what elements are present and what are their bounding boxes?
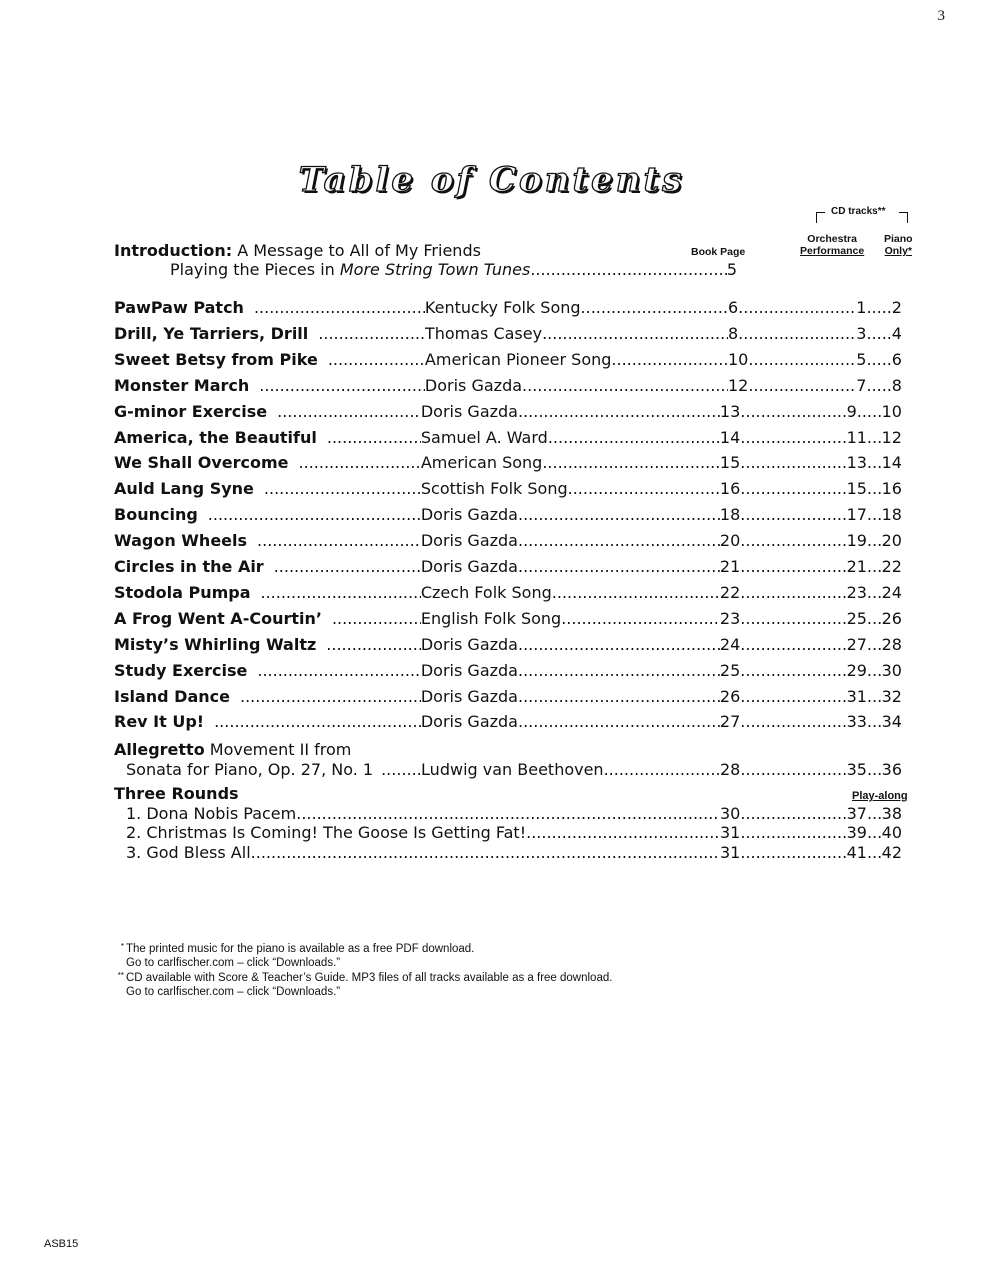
entry-piano-track: 30 <box>881 660 902 680</box>
entry-page: 15 <box>719 453 741 473</box>
round-title: 3. God Bless All <box>126 842 251 862</box>
entry-composer: Doris Gazda <box>420 531 518 551</box>
entry-orchestra-track: 11 <box>846 427 867 447</box>
entry-composer: Doris Gazda <box>420 712 518 732</box>
toc-entry <box>114 428 902 450</box>
toc-entry <box>114 635 902 657</box>
entry-orchestra-track: 5 <box>856 349 867 369</box>
entry-page: 22 <box>719 582 741 602</box>
bracket-left <box>816 212 825 223</box>
entry-composer: American Pioneer Song <box>424 349 612 369</box>
round-entry <box>126 804 902 824</box>
toc-entry <box>114 687 902 709</box>
allegretto-piano: 36 <box>881 760 903 779</box>
intro-text: A Message to All of My Friends <box>232 241 481 260</box>
entry-page: 27 <box>719 712 741 732</box>
entry-composer: Doris Gazda <box>420 634 518 654</box>
round-title: 2. Christmas Is Coming! The Goose Is Getting Fat! <box>126 823 527 843</box>
cd-tracks-label: CD tracks** <box>831 206 886 217</box>
entry-title: Circles in the Air <box>114 557 264 576</box>
entry-title: PawPaw Patch <box>114 298 244 317</box>
entry-piano-track: 4 <box>891 323 902 343</box>
entry-composer: Samuel A. Ward <box>420 427 548 447</box>
entry-page: 14 <box>719 427 741 447</box>
entry-title: Drill, Ye Tarriers, Drill <box>114 323 309 343</box>
book-title: More String Town Tunes <box>339 260 531 279</box>
play-along-label: Play-along <box>852 790 908 802</box>
entry-piano-track: 26 <box>881 608 902 628</box>
entry-composer: Kentucky Folk Song <box>424 298 581 317</box>
toc-entry <box>114 479 902 501</box>
round-orchestra-track: 41 <box>846 842 867 862</box>
entry-page: 6 <box>727 298 739 317</box>
round-entry <box>126 823 902 843</box>
entry-page: 13 <box>719 401 741 421</box>
entry-piano-track: 24 <box>881 582 902 602</box>
allegretto-row <box>126 760 902 782</box>
entry-piano-track: 18 <box>881 505 902 525</box>
entry-orchestra-track: 23 <box>846 582 867 602</box>
three-rounds-heading: Three Rounds <box>114 784 239 803</box>
entry-piano-track: 28 <box>881 634 902 654</box>
entry-piano-track: 22 <box>881 557 902 576</box>
entry-page: 18 <box>719 505 741 525</box>
entry-piano-track: 12 <box>881 427 902 447</box>
entry-composer: Thomas Casey <box>424 323 543 343</box>
entry-composer: Doris Gazda <box>420 401 518 421</box>
entry-orchestra-track: 29 <box>846 660 867 680</box>
entry-title: America, the Beautiful <box>114 427 317 447</box>
cd-tracks-header <box>814 206 910 222</box>
entry-orchestra-track: 3 <box>856 323 867 343</box>
entry-composer: Doris Gazda <box>420 686 518 706</box>
toc-entry <box>114 661 902 683</box>
entry-page: 8 <box>727 323 739 343</box>
entry-page: 25 <box>719 660 741 680</box>
round-orchestra-track: 39 <box>846 823 867 843</box>
entry-orchestra-track: 1 <box>856 298 867 317</box>
allegretto-label: Allegretto <box>114 740 205 759</box>
entry-composer: Scottish Folk Song <box>420 479 568 499</box>
allegretto-orchestra: 35 <box>846 760 867 779</box>
entry-title: Misty’s Whirling Waltz <box>114 634 317 654</box>
entry-orchestra-track: 15 <box>846 479 867 499</box>
round-page: 31 <box>720 823 741 843</box>
entry-title: We Shall Overcome <box>114 453 289 473</box>
intro-label: Introduction: <box>114 241 233 260</box>
entry-piano-track: 32 <box>881 686 902 706</box>
entry-orchestra-track: 33 <box>846 712 867 732</box>
entry-page: 16 <box>719 479 741 499</box>
toc-entry <box>114 557 902 579</box>
toc-entry <box>114 324 902 346</box>
footnotes <box>114 942 612 999</box>
toc-entry <box>114 505 902 527</box>
entry-page: 24 <box>719 634 741 654</box>
entry-composer: Doris Gazda <box>420 505 518 525</box>
round-entry <box>126 843 902 863</box>
entry-composer: Doris Gazda <box>424 375 523 395</box>
toc-entry <box>114 583 902 605</box>
entry-composer: Doris Gazda <box>420 660 518 680</box>
allegretto-line: Allegretto Movement II from <box>114 740 352 759</box>
entry-orchestra-track: 21 <box>846 557 867 576</box>
entry-piano-track: 34 <box>881 712 902 732</box>
round-page: 30 <box>720 804 741 823</box>
toc-entry <box>114 402 902 424</box>
allegretto-page: 28 <box>720 760 741 779</box>
leader-dots <box>530 260 726 279</box>
round-title: 1. Dona Nobis Pacem <box>126 804 297 823</box>
footnote: * The printed music for the piano is available as a free PDF download. Go to carlfischer.com – click “Downloads.” <box>120 942 475 970</box>
entry-piano-track: 14 <box>881 453 902 473</box>
intro-page: 5 <box>726 260 737 279</box>
entry-page: 21 <box>719 557 741 576</box>
round-piano-track: 40 <box>881 823 903 843</box>
entry-piano-track: 6 <box>891 349 902 369</box>
round-piano-track: 42 <box>881 842 903 862</box>
entry-page: 23 <box>719 608 741 628</box>
entry-title: Sweet Betsy from Pike <box>114 349 318 369</box>
entry-title: Bouncing <box>114 505 198 525</box>
toc-entry <box>114 712 902 734</box>
entry-piano-track: 16 <box>881 479 902 499</box>
entry-title: Auld Lang Syne <box>114 479 254 499</box>
entry-page: 26 <box>719 686 741 706</box>
toc-entry <box>114 298 902 320</box>
book-page-column-header: Book Page <box>691 246 746 258</box>
entry-orchestra-track: 25 <box>846 608 867 628</box>
entry-piano-track: 20 <box>881 531 902 551</box>
entry-orchestra-track: 13 <box>846 453 867 473</box>
toc-entry <box>114 350 902 372</box>
entry-orchestra-track: 17 <box>846 505 867 525</box>
entry-composer: Doris Gazda <box>420 557 518 576</box>
intro-line <box>114 241 481 260</box>
entry-composer: Czech Folk Song <box>420 582 552 602</box>
entry-title: Rev It Up! <box>114 712 205 732</box>
toc-entry <box>114 376 902 398</box>
piano-column-header: Piano Only* <box>884 233 913 257</box>
allegretto-composer: Ludwig van Beethoven <box>421 760 604 779</box>
entry-title: Wagon Wheels <box>114 531 248 551</box>
footnote: ** CD available with Score & Teacher’s Guide. MP3 files of all tracks available as a free download. Go to carlfischer.com – click “Downloads.” <box>117 970 613 998</box>
entry-title: G-minor Exercise <box>114 401 268 421</box>
entry-orchestra-track: 19 <box>846 531 867 551</box>
entry-orchestra-track: 7 <box>856 375 867 395</box>
entry-orchestra-track: 9 <box>846 401 857 421</box>
entry-orchestra-track: 27 <box>846 634 867 654</box>
entry-title: Island Dance <box>114 686 230 706</box>
entry-title: A Frog Went A-Courtin’ <box>114 608 322 628</box>
entry-title: Stodola Pumpa <box>114 582 251 602</box>
entry-title: Study Exercise <box>114 660 248 680</box>
entry-composer: American Song <box>420 453 543 473</box>
orchestra-column-header: Orchestra Performance <box>800 233 865 257</box>
entry-page: 10 <box>727 349 749 369</box>
entry-piano-track: 10 <box>881 401 902 421</box>
toc-entry <box>114 531 902 553</box>
round-orchestra-track: 37 <box>846 804 867 823</box>
page-title: Table of Contents <box>298 160 685 200</box>
entry-orchestra-track: 31 <box>846 686 867 706</box>
toc-entry <box>114 453 902 475</box>
round-piano-track: 38 <box>881 804 903 823</box>
round-page: 31 <box>720 842 741 862</box>
entry-composer: English Folk Song <box>420 608 562 628</box>
allegretto-subtitle: Sonata for Piano, Op. 27, No. 1 <box>126 760 374 779</box>
entry-piano-track: 8 <box>891 375 902 395</box>
intro-line-2: Playing the Pieces in More String Town Tunes ..... 5 <box>170 260 737 279</box>
bracket-right <box>899 212 908 223</box>
entry-title: Monster March <box>114 375 250 395</box>
footer-code: ASB15 <box>44 1238 79 1250</box>
toc-entry <box>114 609 902 631</box>
page-number: 3 <box>937 8 945 24</box>
entry-page: 12 <box>727 375 749 395</box>
entry-piano-track: 2 <box>891 298 902 317</box>
entry-page: 20 <box>719 531 741 551</box>
